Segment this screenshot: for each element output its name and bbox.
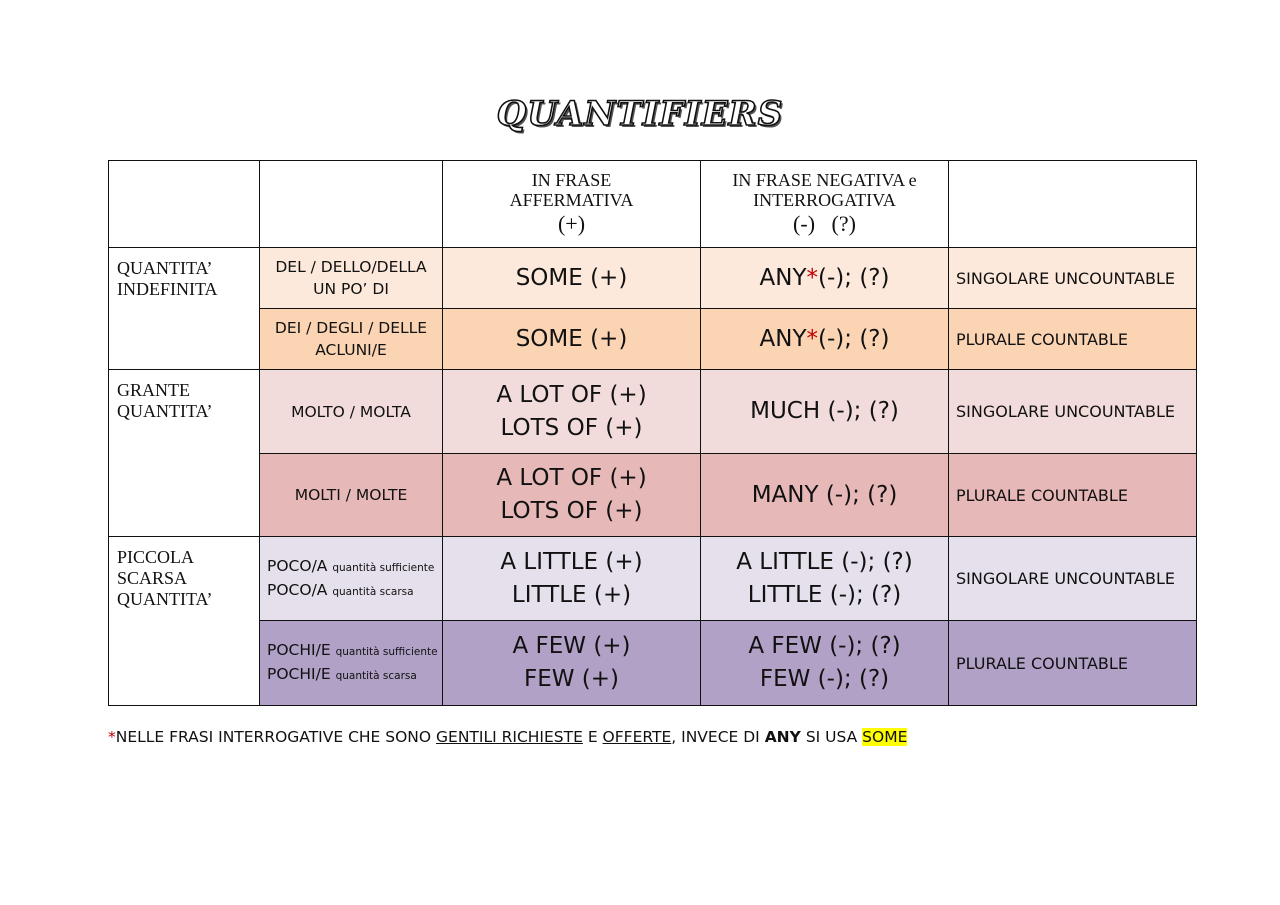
minus-question-symbol: (-) (?) bbox=[793, 211, 856, 236]
highlighted-text: SOME bbox=[862, 728, 908, 746]
bold-text: ANY bbox=[764, 728, 801, 746]
usage-cell: SINGOLARE UNCOUNTABLE bbox=[949, 537, 1197, 621]
table-row bbox=[109, 370, 1197, 454]
header-row bbox=[109, 161, 1197, 248]
usage-cell: PLURALE COUNTABLE bbox=[949, 309, 1197, 370]
usage-cell: SINGOLARE UNCOUNTABLE bbox=[949, 248, 1197, 309]
italian-cell: MOLTI / MOLTE bbox=[260, 454, 443, 537]
italian-cell: DEL / DELLO/DELLA UN PO’ DI bbox=[260, 248, 443, 309]
plus-symbol: (+) bbox=[557, 211, 586, 236]
negative-cell: A FEW (-); (?) FEW (-); (?) bbox=[701, 621, 949, 706]
negative-cell: ANY*(-); (?) bbox=[701, 309, 949, 370]
asterisk: * bbox=[806, 264, 819, 291]
italian-cell: MOLTO / MOLTA bbox=[260, 370, 443, 454]
usage-cell: PLURALE COUNTABLE bbox=[949, 454, 1197, 537]
italian-cell: DEI / DEGLI / DELLE ACLUNI/E bbox=[260, 309, 443, 370]
negative-cell: MANY (-); (?) bbox=[701, 454, 949, 537]
italian-cell: POCHI/E quantità sufficiente POCHI/E quantità scarsa bbox=[260, 621, 443, 706]
page-title: QUANTIFIERS bbox=[496, 94, 784, 134]
table-row bbox=[109, 621, 1197, 706]
underlined-text: OFFERTE bbox=[602, 728, 672, 746]
table-row bbox=[109, 309, 1197, 370]
header-empty-cell bbox=[260, 161, 443, 248]
negative-cell: ANY*(-); (?) bbox=[701, 248, 949, 309]
header-empty-cell bbox=[109, 161, 260, 248]
table-row bbox=[109, 248, 1197, 309]
table-row bbox=[109, 537, 1197, 621]
underlined-text: GENTILI RICHIESTE bbox=[436, 728, 583, 746]
footnote: *NELLE FRASI INTERROGATIVE CHE SONO GENTILI RICHIESTE E OFFERTE, INVECE DI ANY SI USA SOME bbox=[108, 728, 908, 746]
category-indefinite: QUANTITA’ INDEFINITA bbox=[109, 248, 260, 370]
affirmative-cell: A LOT OF (+) LOTS OF (+) bbox=[443, 454, 701, 537]
affirmative-cell: A FEW (+) FEW (+) bbox=[443, 621, 701, 706]
header-affirmative: IN FRASE AFFERMATIVA (+) bbox=[443, 161, 701, 248]
negative-cell: A LITTLE (-); (?) LITTLE (-); (?) bbox=[701, 537, 949, 621]
italian-cell: POCO/A quantità sufficiente POCO/A quantità scarsa bbox=[260, 537, 443, 621]
header-empty-cell bbox=[949, 161, 1197, 248]
header-negative-interrogative: IN FRASE NEGATIVA e INTERROGATIVA (-) (?) bbox=[701, 161, 949, 248]
affirmative-cell: A LITTLE (+) LITTLE (+) bbox=[443, 537, 701, 621]
negative-cell: MUCH (-); (?) bbox=[701, 370, 949, 454]
affirmative-cell: SOME (+) bbox=[443, 248, 701, 309]
affirmative-cell: SOME (+) bbox=[443, 309, 701, 370]
asterisk: * bbox=[108, 728, 116, 746]
asterisk: * bbox=[806, 325, 819, 352]
quantifiers-table bbox=[108, 160, 1197, 706]
category-small: PICCOLA SCARSA QUANTITA’ bbox=[109, 537, 260, 706]
table-row bbox=[109, 454, 1197, 537]
category-large: GRANTE QUANTITA’ bbox=[109, 370, 260, 537]
usage-cell: PLURALE COUNTABLE bbox=[949, 621, 1197, 706]
affirmative-cell: A LOT OF (+) LOTS OF (+) bbox=[443, 370, 701, 454]
usage-cell: SINGOLARE UNCOUNTABLE bbox=[949, 370, 1197, 454]
